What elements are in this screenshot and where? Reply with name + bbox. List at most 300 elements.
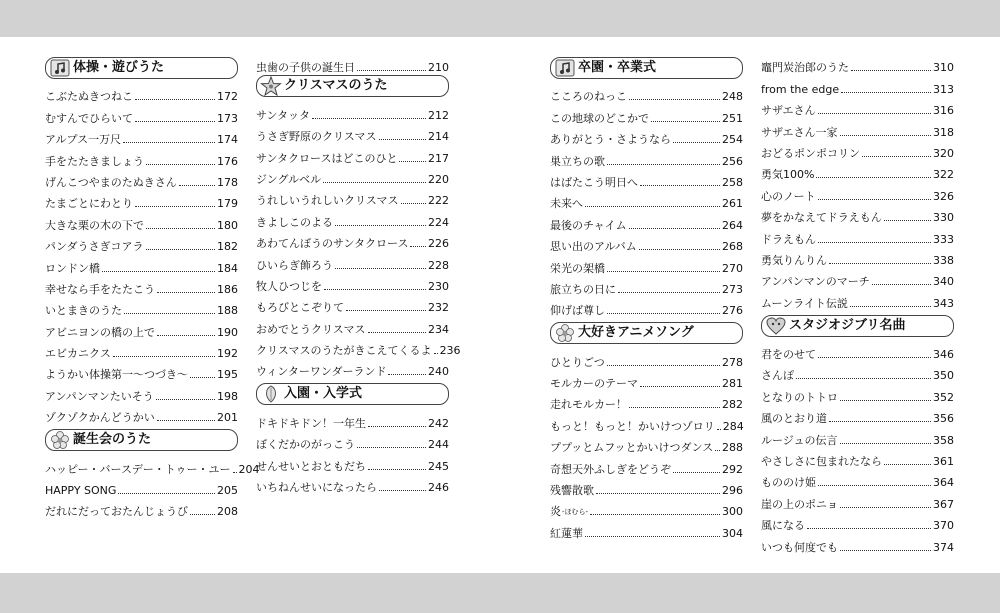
toc-entry xyxy=(550,455,743,476)
entry-title: ありがとう・さようなら xyxy=(550,133,671,147)
dot-leader xyxy=(840,400,931,401)
toc-entry xyxy=(256,54,449,75)
entry-title: たまごとにわとり xyxy=(45,197,133,211)
section-header-christmas xyxy=(256,75,449,97)
entry-page-number: 248 xyxy=(722,90,743,104)
entry-title: 夢をかなえてドラえもん xyxy=(761,211,882,225)
entry-page-number: 346 xyxy=(933,348,954,362)
star-icon xyxy=(260,76,282,96)
entry-title: ひとりごつ xyxy=(550,355,605,369)
toc-entry xyxy=(761,97,954,118)
entry-page-number: 228 xyxy=(428,258,449,272)
toc-entry xyxy=(256,251,449,272)
section-header-anime xyxy=(550,322,743,344)
dot-leader xyxy=(590,514,720,515)
entry-title: 最後のチャイム xyxy=(550,218,627,232)
entry-page-number: 214 xyxy=(428,130,449,144)
entry-page-number: 270 xyxy=(722,261,743,275)
entry-page-number: 370 xyxy=(933,519,954,533)
section-header-ghibli xyxy=(761,315,954,337)
entry-page-number: 178 xyxy=(217,175,238,189)
entry-title: 思い出のアルバム xyxy=(550,240,637,254)
toc-entry xyxy=(45,455,260,476)
entry-title: 勇気100% xyxy=(761,168,815,182)
entry-title: 風のとおり道 xyxy=(761,412,827,426)
music-note-icon xyxy=(49,58,71,78)
toc-entry xyxy=(45,233,238,254)
dot-leader xyxy=(368,332,426,333)
section-header-sotsuen xyxy=(550,57,743,79)
toc-entry xyxy=(256,452,449,473)
entry-page-number: 320 xyxy=(933,146,954,160)
dot-leader xyxy=(796,378,931,379)
dot-leader xyxy=(156,399,215,400)
toc-entry xyxy=(761,204,954,225)
entry-page-number: 261 xyxy=(722,197,743,211)
dot-leader xyxy=(673,472,720,473)
toc-entry xyxy=(761,289,954,310)
dot-leader xyxy=(401,203,426,204)
dot-leader xyxy=(841,92,931,93)
dot-leader xyxy=(335,268,426,269)
toc-entry xyxy=(550,477,743,498)
dot-leader xyxy=(135,121,215,122)
toc-entry xyxy=(45,498,238,519)
section-list-tanjobi xyxy=(45,455,260,519)
entry-title: 牧人ひつじを xyxy=(256,279,322,293)
toc-entry xyxy=(45,211,238,232)
dot-leader xyxy=(399,161,426,162)
entry-title: 炎 xyxy=(550,505,561,519)
toc-entry xyxy=(256,409,449,430)
entry-title: 未来へ xyxy=(550,197,583,211)
entry-page-number: 180 xyxy=(217,218,238,232)
section-title: 卒園・卒業式 xyxy=(578,60,657,75)
entry-page-number: 230 xyxy=(428,279,449,293)
toc-entry xyxy=(550,391,743,412)
dot-leader xyxy=(640,386,720,387)
entry-title: アンパンマンのマーチ xyxy=(761,275,870,289)
dot-leader xyxy=(607,271,720,272)
dot-leader xyxy=(840,550,931,551)
toc-entry xyxy=(761,533,954,554)
entry-title: となりのトトロ xyxy=(761,390,838,404)
leaf-icon xyxy=(260,384,282,404)
heart-icon xyxy=(765,316,787,336)
entry-title: ハッピー・バースデー・トゥー・ユー xyxy=(45,462,231,476)
toc-entry xyxy=(761,469,954,490)
entry-page-number: 292 xyxy=(722,462,743,476)
entry-page-number: 174 xyxy=(217,133,238,147)
entry-title: この地球のどこかで xyxy=(550,111,649,125)
entry-page-number: 268 xyxy=(722,240,743,254)
toc-entry xyxy=(45,147,238,168)
toc-entry xyxy=(256,474,449,495)
entry-page-number: 300 xyxy=(722,505,743,519)
entry-page-number: 333 xyxy=(933,232,954,246)
section-list-sotsuen xyxy=(550,83,743,318)
section-header-nyuen xyxy=(256,383,449,405)
toc-entry xyxy=(256,101,449,122)
entry-page-number: 234 xyxy=(428,322,449,336)
dot-leader xyxy=(357,447,426,448)
entry-page-number: 205 xyxy=(217,484,238,498)
entry-page-number: 296 xyxy=(722,484,743,498)
entry-title: いちねんせいになったら xyxy=(256,481,377,495)
entry-title: ドラえもん xyxy=(761,232,816,246)
entry-page-number: 173 xyxy=(217,111,238,125)
dot-leader xyxy=(368,469,426,470)
toc-entry xyxy=(550,412,743,433)
section-title: 入園・入学式 xyxy=(284,386,363,402)
entry-page-number: 188 xyxy=(217,304,238,318)
entry-title: ロンドン橋 xyxy=(45,261,100,275)
entry-page-number: 184 xyxy=(217,261,238,275)
dot-leader xyxy=(157,420,215,421)
section-list-christmas xyxy=(256,101,461,379)
entry-title: こころのねっこ xyxy=(550,90,627,104)
toc-entry xyxy=(550,498,743,519)
dot-leader xyxy=(829,421,931,422)
entry-title: 紅蓮華 xyxy=(550,526,583,540)
toc-entry xyxy=(45,361,238,382)
toc-entry xyxy=(550,276,743,297)
toc-entry xyxy=(45,318,238,339)
entry-page-number: 356 xyxy=(933,412,954,426)
dot-leader xyxy=(434,353,438,354)
entry-title: いとまきのうた xyxy=(45,304,122,318)
entry-page-number: 251 xyxy=(722,111,743,125)
toc-entry xyxy=(256,337,461,358)
dot-leader xyxy=(179,185,215,186)
dot-leader xyxy=(818,357,931,358)
toc-column-3 xyxy=(550,57,743,541)
music-note-icon xyxy=(554,58,576,78)
toc-entry xyxy=(761,161,954,182)
dot-leader xyxy=(324,289,426,290)
entry-title: 栄光の架橋 xyxy=(550,261,605,275)
entry-title: エビカニクス xyxy=(45,347,111,361)
dot-leader xyxy=(146,164,215,165)
dot-leader xyxy=(851,70,931,71)
entry-title: はばたこう明日へ xyxy=(550,175,638,189)
entry-page-number: 192 xyxy=(217,347,238,361)
toc-entry xyxy=(761,118,954,139)
dot-leader xyxy=(618,292,720,293)
entry-page-number: 224 xyxy=(428,215,449,229)
section-title: 体操・遊びうた xyxy=(73,60,165,75)
entry-title: ようかい体操第一～つづき～ xyxy=(45,368,188,382)
toc-entry xyxy=(550,211,743,232)
dot-leader xyxy=(596,493,720,494)
toc-entry xyxy=(256,358,449,379)
section-header-tanjobi xyxy=(45,429,238,451)
dot-leader xyxy=(157,292,215,293)
entry-title: ゾクゾクかんどうかい xyxy=(45,411,155,425)
dot-leader xyxy=(346,310,426,311)
entry-title: きよしこのよる xyxy=(256,215,333,229)
toc-entry xyxy=(45,340,238,361)
entry-title: ププッとムフッとかいけつダンス xyxy=(550,441,714,455)
entry-page-number: 313 xyxy=(933,82,954,96)
entry-page-number: 284 xyxy=(722,419,744,433)
entry-title: もろびとこぞりて xyxy=(256,301,344,315)
dot-leader xyxy=(410,246,426,247)
toc-entry xyxy=(45,382,238,403)
toc-entry xyxy=(550,519,743,540)
entry-title: さんぽ xyxy=(761,369,794,383)
dot-leader xyxy=(585,206,720,207)
toc-column-1 xyxy=(45,57,260,519)
entry-title: もののけ姫 xyxy=(761,476,816,490)
toc-entry xyxy=(550,126,743,147)
toc-entry xyxy=(550,254,743,275)
entry-title: サンタッタ xyxy=(256,108,311,122)
entry-page-number: 322 xyxy=(933,168,954,182)
entry-page-number: 186 xyxy=(217,282,238,296)
toc-entry xyxy=(45,104,238,125)
dot-leader xyxy=(190,377,215,378)
entry-page-number: 264 xyxy=(722,218,743,232)
toc-entry xyxy=(550,233,743,254)
entry-page-number: 220 xyxy=(428,172,449,186)
dot-leader xyxy=(312,118,426,119)
entry-title: パンダうさぎコアラ xyxy=(45,240,144,254)
dot-leader xyxy=(818,485,931,486)
toc-entry xyxy=(761,247,954,268)
entry-title: げんこつやまのたぬきさん xyxy=(45,175,177,189)
dot-leader xyxy=(807,528,931,529)
dot-leader xyxy=(233,472,237,473)
toc-entry xyxy=(761,426,954,447)
toc-entry xyxy=(45,276,238,297)
entry-title: むすんでひらいて xyxy=(45,111,133,125)
entry-page-number: 242 xyxy=(428,416,449,430)
entry-title: 幸せなら手をたたこう xyxy=(45,282,155,296)
dot-leader xyxy=(840,507,931,508)
dot-leader xyxy=(840,443,931,444)
entry-title: おどるポンポコリン xyxy=(761,146,860,160)
toc-entry xyxy=(550,297,743,318)
entry-title: アルプス一万尺 xyxy=(45,133,122,147)
entry-page-number: 217 xyxy=(428,151,449,165)
entry-title: 旅立ちの日に xyxy=(550,282,616,296)
toc-entry xyxy=(256,294,449,315)
toc-entry xyxy=(550,83,743,104)
entry-page-number: 208 xyxy=(217,505,238,519)
entry-title: 竈門炭治郎のうた xyxy=(761,61,849,75)
entry-ruby: -ほむら- xyxy=(562,508,589,517)
toc-entry xyxy=(256,208,449,229)
flower-icon xyxy=(49,430,71,450)
entry-title: もっと！もっと！かいけつゾロリ xyxy=(550,419,715,433)
entry-title: サンタクロースはどこのひと xyxy=(256,151,398,165)
section-header-taiso xyxy=(45,57,238,79)
dot-leader xyxy=(368,426,426,427)
dot-leader xyxy=(585,536,720,537)
entry-page-number: 172 xyxy=(217,90,238,104)
toc-column-2 xyxy=(256,54,461,495)
entry-title: 君をのせて xyxy=(761,348,816,362)
entry-page-number: 330 xyxy=(933,211,954,225)
entry-title: アンパンマンたいそう xyxy=(45,389,154,403)
section-list-continued xyxy=(256,54,449,75)
dot-leader xyxy=(629,99,720,100)
dot-leader xyxy=(102,271,215,272)
entry-title: from the edge xyxy=(761,82,840,96)
dot-leader xyxy=(607,164,720,165)
dot-leader xyxy=(379,139,426,140)
toc-entry xyxy=(256,431,449,452)
entry-title: いつも何度でも xyxy=(761,540,838,554)
entry-title: ウィンターワンダーランド xyxy=(256,365,387,379)
dot-leader xyxy=(818,199,931,200)
dot-leader xyxy=(388,374,426,375)
toc-entry xyxy=(256,315,449,336)
entry-title: ぼくだかのがっこう xyxy=(256,438,355,452)
section-title: スタジオジブリ名曲 xyxy=(789,317,906,333)
entry-page-number: 310 xyxy=(933,61,954,75)
entry-title: モルカーのテーマ xyxy=(550,377,638,391)
toc-entry xyxy=(45,477,238,498)
entry-title: 巣立ちの歌 xyxy=(550,154,605,168)
entry-title: 走れモルカー！ xyxy=(550,398,627,412)
entry-page-number: 254 xyxy=(722,133,743,147)
entry-page-number: 195 xyxy=(217,368,238,382)
section-list-taiso xyxy=(45,83,238,425)
dot-leader xyxy=(190,514,215,515)
toc-entry xyxy=(550,169,743,190)
entry-page-number: 364 xyxy=(933,476,954,490)
entry-page-number: 288 xyxy=(722,441,743,455)
dot-leader xyxy=(829,263,931,264)
entry-title: やさしさに包まれたなら xyxy=(761,455,882,469)
entry-title: 手をたたきましょう xyxy=(45,154,144,168)
toc-entry xyxy=(45,190,238,211)
entry-page-number: 256 xyxy=(722,154,743,168)
entry-page-number: 338 xyxy=(933,253,954,267)
toc-entry xyxy=(550,434,743,455)
dot-leader xyxy=(816,177,931,178)
dot-leader xyxy=(715,450,720,451)
dot-leader xyxy=(118,493,215,494)
entry-page-number: 282 xyxy=(722,398,743,412)
toc-entry xyxy=(761,383,954,404)
toc-entry xyxy=(256,166,449,187)
dot-leader xyxy=(124,313,215,314)
entry-title: 奇想天外ふしぎをどうぞ xyxy=(550,462,671,476)
entry-page-number: 276 xyxy=(722,304,743,318)
entry-title: サザエさん一家 xyxy=(761,125,838,139)
entry-page-number: 240 xyxy=(428,365,449,379)
toc-entry xyxy=(761,225,954,246)
entry-page-number: 258 xyxy=(722,175,743,189)
entry-page-number: 190 xyxy=(217,325,238,339)
entry-title: サザエさん xyxy=(761,104,816,118)
entry-page-number: 182 xyxy=(217,240,238,254)
entry-title: 崖の上のポニョ xyxy=(761,497,838,511)
entry-title: ムーンライト伝説 xyxy=(761,296,848,310)
toc-entry xyxy=(761,362,954,383)
entry-title: ルージュの伝言 xyxy=(761,433,838,447)
toc-entry xyxy=(45,297,238,318)
entry-title: せんせいとおともだち xyxy=(256,459,366,473)
dot-leader xyxy=(135,99,215,100)
dot-leader xyxy=(884,464,931,465)
entry-page-number: 226 xyxy=(428,237,449,251)
entry-title: 心のノート xyxy=(761,189,816,203)
entry-page-number: 222 xyxy=(428,194,449,208)
entry-page-number: 245 xyxy=(428,459,449,473)
entry-page-number: 304 xyxy=(722,526,743,540)
dot-leader xyxy=(157,335,215,336)
dot-leader xyxy=(639,249,720,250)
dot-leader xyxy=(607,313,720,314)
toc-entry xyxy=(550,348,743,369)
entry-title: HAPPY SONG xyxy=(45,484,117,498)
entry-page-number: 201 xyxy=(217,411,238,425)
dot-leader xyxy=(146,249,215,250)
entry-page-number: 343 xyxy=(933,296,954,310)
entry-page-number: 212 xyxy=(428,108,449,122)
section-list-continued xyxy=(761,54,954,311)
toc-entry xyxy=(256,144,449,165)
entry-page-number: 210 xyxy=(428,61,449,75)
toc-entry xyxy=(45,83,238,104)
dot-leader xyxy=(651,121,720,122)
dot-leader xyxy=(113,356,215,357)
toc-entry xyxy=(256,273,449,294)
entry-page-number: 352 xyxy=(933,390,954,404)
toc-entry xyxy=(550,147,743,168)
entry-title: だれにだっておたんじょうび xyxy=(45,505,188,519)
dot-leader xyxy=(850,306,931,307)
toc-entry xyxy=(550,104,743,125)
entry-title: ひいらぎ飾ろう xyxy=(256,258,333,272)
entry-page-number: 232 xyxy=(428,301,449,315)
dot-leader xyxy=(862,156,931,157)
toc-entry xyxy=(761,75,954,96)
entry-page-number: 244 xyxy=(428,438,449,452)
entry-page-number: 179 xyxy=(217,197,238,211)
entry-page-number: 278 xyxy=(722,355,743,369)
entry-page-number: 198 xyxy=(217,389,238,403)
entry-page-number: 281 xyxy=(722,377,743,391)
toc-entry xyxy=(761,512,954,533)
section-list-ghibli xyxy=(761,341,954,555)
toc-entry xyxy=(45,169,238,190)
dot-leader xyxy=(884,220,931,221)
toc-entry xyxy=(761,405,954,426)
dot-leader xyxy=(607,365,720,366)
toc-entry xyxy=(256,187,449,208)
toc-entry xyxy=(761,448,954,469)
flower-icon xyxy=(554,323,576,343)
entry-page-number: 204 xyxy=(238,462,260,476)
toc-entry xyxy=(45,126,238,147)
dot-leader xyxy=(629,228,720,229)
dot-leader xyxy=(146,228,215,229)
entry-page-number: 367 xyxy=(933,497,954,511)
dot-leader xyxy=(135,206,215,207)
toc-entry xyxy=(256,230,449,251)
entry-title: おめでとうクリスマス xyxy=(256,322,366,336)
section-title: 大好きアニメソング xyxy=(578,325,694,341)
dot-leader xyxy=(123,142,215,143)
dot-leader xyxy=(818,242,931,243)
entry-page-number: 326 xyxy=(933,189,954,203)
entry-page-number: 374 xyxy=(933,540,954,554)
